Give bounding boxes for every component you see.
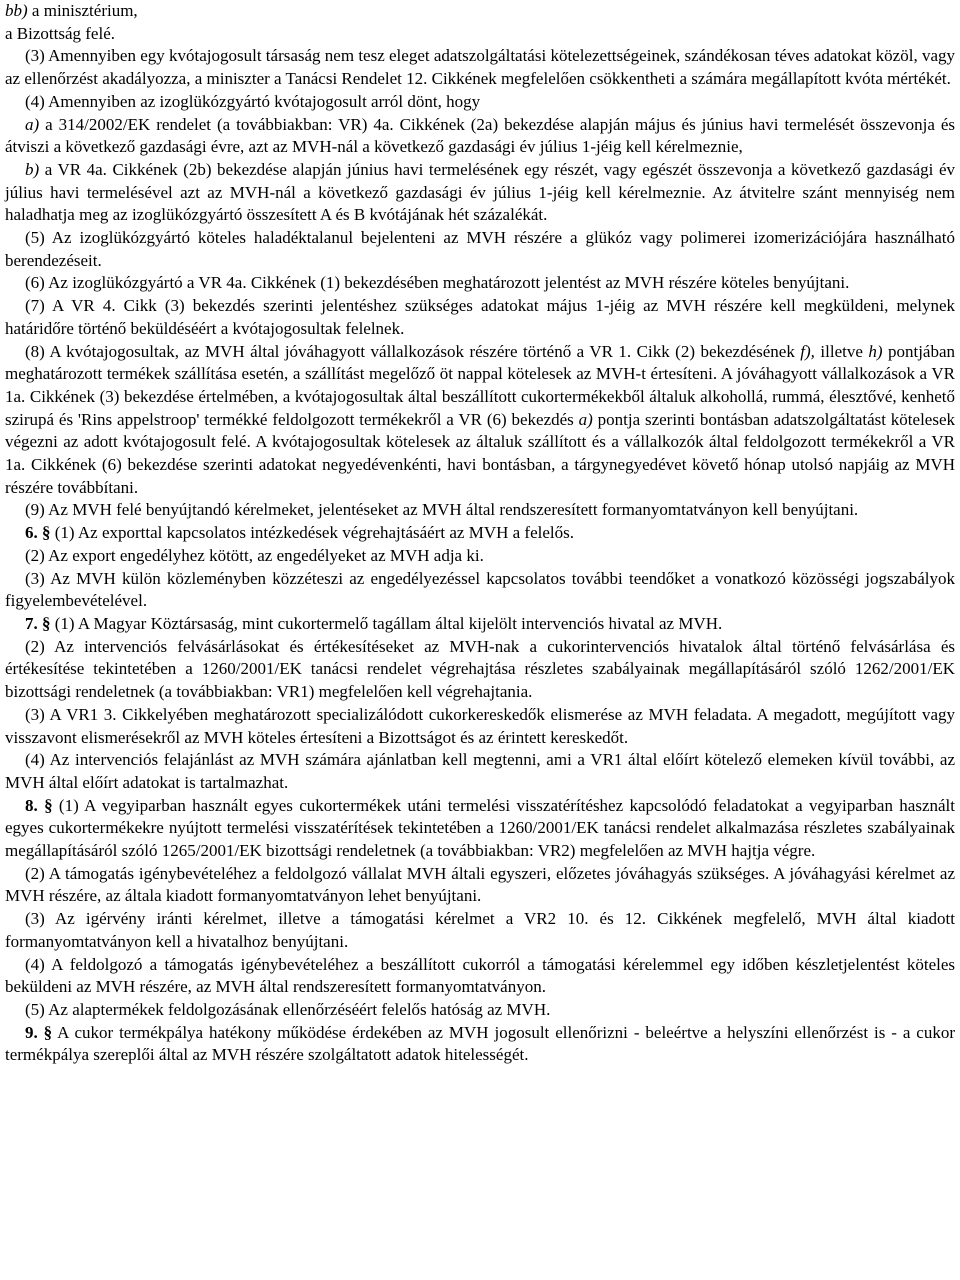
section-number: 7. § xyxy=(25,613,51,633)
paragraph-text: pontjában meghatározott termékek szállítása esetén, a szállítást megelőző öt nappal kötelesek az MVH-t értesíteni. A jóváhagyott vállalkozások a VR 1a. Cikkének (3) bekezdése értelmében, a kvótajogosultak által beszállított cukortermékekből általuk alkohollá, rummá, élesztővé, kenhető szirupá és 'Rins appelstroop' termékké feldolgozott termékekről a VR (6) bekezdés xyxy=(5,341,956,429)
paragraph-text: A cukor termékpálya hatékony működése érdekében az MVH jogosult ellenőrizni - beleértve a helyszíni ellenőrzést is - a cukor termékpálya szereplői által az MVH részére szolgáltatott adatok hitelességét. xyxy=(5,1022,955,1065)
paragraph-text: (2) Az intervenciós felvásárlásokat és értékesítéseket az MVH-nak a cukorintervenciós hivatalok által történő felvásárlása és értékesítése tekintetében a 1260/2001/EK tanácsi rendelet végrehajtása részletes szabályainak megállapításáról szóló 1262/2001/EK bizottsági rendeletnek (a továbbiakban: VR1) megfelelően kell végrehajtania. xyxy=(5,636,955,702)
paragraph xyxy=(5,227,955,272)
section-number: 8. § xyxy=(25,795,53,815)
paragraph-text: (9) Az MVH felé benyújtandó kérelmeket, jelentéseket az MVH által rendszeresített formanyomtatványon kell benyújtani. xyxy=(25,500,859,520)
paragraph-text: b) xyxy=(25,159,40,179)
paragraph-text: (5) Az izoglükózgyártó köteles haladéktalanul bejelenteni az MVH részére a glükóz vagy polimerei izomerizációjára használható berendezéseit. xyxy=(5,228,955,270)
paragraph xyxy=(5,704,955,749)
paragraph-text: (1) A Magyar Köztársaság, mint cukortermelő tagállam által kijelölt intervenciós hivatal az MVH. xyxy=(50,613,723,633)
paragraph xyxy=(5,954,955,999)
paragraph-text: (1) Az exporttal kapcsolatos intézkedések végrehajtásáért az MVH a felelős. xyxy=(50,523,574,543)
paragraph-text: a Bizottság felé. xyxy=(5,23,115,43)
paragraph xyxy=(5,23,955,46)
paragraph-text: (3) A VR1 3. Cikkelyében meghatározott specializálódott cukorkereskedők elismerése az MVH feladata. A megadott, megújított vagy visszavont elismerésekről az MVH köteles értesíteni a Bizottságot és az érintett kereskedőt. xyxy=(5,704,955,747)
paragraph xyxy=(5,636,955,704)
paragraph-text: (2) A támogatás igénybevételéhez a feldolgozó vállalat MVH általi egyszeri, előzetes jóváhagyás szükséges. A jóváhagyási kérelmet az MVH részére, az általa kiadott formanyomtatványon lehet benyújtani. xyxy=(5,863,955,906)
paragraph xyxy=(5,795,955,863)
paragraph-text: pontja szerinti bontásban adatszolgáltatást kötelesek végezni az adott kvótajogosult felé. A kvótajogosultak kötelesek az általuk szállított és a vállalkozók által feldolgozott termékekről a VR 1a. Cikkének (6) bekezdése szerinti adatokat negyedévenkénti, havi bontásban, a tárgynegyedévet követő hónap utolsó napjáig az MVH részére továbbítani. xyxy=(5,409,956,497)
paragraph xyxy=(5,908,955,953)
paragraph xyxy=(5,522,955,545)
paragraph xyxy=(5,341,955,500)
paragraph xyxy=(5,0,955,23)
paragraph-text: (7) A VR 4. Cikk (3) bekezdés szerinti jelentéshez szükséges adatokat május 1-jéig az MVH részére kell megküldeni, melynek határidőre történő beküldéséért a kvótajogosultak felelnek. xyxy=(5,296,955,338)
paragraph-text: f), xyxy=(800,341,815,361)
paragraph xyxy=(5,749,955,794)
paragraph-text: a 314/2002/EK rendelet (a továbbiakban: VR) 4a. Cikkének (2a) bekezdése alapján május és június havi termelését összevonja és átviszi a következő gazdasági évre, azt az MVH-nál a következő gazdasági év július 1-jéig kell kérelmeznie, xyxy=(5,114,955,157)
paragraph xyxy=(5,545,955,568)
paragraph-text: a minisztérium, xyxy=(27,1,138,20)
paragraph-text: h) xyxy=(868,341,883,361)
section-number: 6. § xyxy=(25,523,51,543)
paragraph xyxy=(5,159,955,227)
paragraph-text: (4) Amennyiben az izoglükózgyártó kvótajogosult arról dönt, hogy xyxy=(25,91,481,111)
paragraph-text: illetve xyxy=(814,341,869,361)
paragraph xyxy=(5,999,955,1022)
paragraph-text: (8) A kvótajogosultak, az MVH által jóváhagyott vállalkozások részére történő a VR 1. Cikk (2) bekezdésének xyxy=(25,341,801,361)
paragraph xyxy=(5,1022,955,1067)
paragraph xyxy=(5,499,955,522)
paragraph xyxy=(5,863,955,908)
paragraph xyxy=(5,91,955,114)
section-number: 9. § xyxy=(25,1022,53,1042)
paragraph-text: (2) Az export engedélyhez kötött, az engedélyeket az MVH adja ki. xyxy=(25,545,484,565)
paragraph xyxy=(5,613,955,636)
paragraph-text: a VR 4a. Cikkének (2b) bekezdése alapján június havi termelésének egy részét, vagy egészét összevonja a következő gazdasági év július havi termelésével azt az MVH-nál a következő gazdasági év július 1-jéig kell kérelmeznie. Az átvitelre szánt mennyiség nem haladhatja meg az izoglükózgyártó összesített A és B kvótájának hét százalékát. xyxy=(5,159,955,225)
paragraph-text: bb) xyxy=(5,1,28,20)
paragraph-text: a) xyxy=(578,409,593,429)
paragraph-text: a) xyxy=(25,114,40,134)
legal-document-text xyxy=(5,0,955,1067)
paragraph xyxy=(5,272,955,295)
paragraph-text: (3) Az MVH külön közleményben közzéteszi az engedélyezéssel kapcsolatos további teendőket a vonatkozó közösségi jogszabályok figyelembevételével. xyxy=(5,568,955,611)
paragraph-text: (5) Az alaptermékek feldolgozásának ellenőrzéséért felelős hatóság az MVH. xyxy=(25,999,551,1019)
paragraph xyxy=(5,114,955,159)
paragraph-text: (6) Az izoglükózgyártó a VR 4a. Cikkének (1) bekezdésében meghatározott jelentést az MVH részére köteles benyújtani. xyxy=(25,273,850,293)
paragraph-text: (4) A feldolgozó a támogatás igénybevételéhez a beszállított cukorról a támogatási kérelemmel egy időben készletjelentést köteles beküldeni az MVH részére, az MVH által rendszeresített formanyomtatványon. xyxy=(5,954,955,997)
paragraph-text: (4) Az intervenciós felajánlást az MVH számára ajánlatban kell megtenni, ami a VR1 által előírt kötelező elemeken kívül további, az MVH által előírt adatokat is tartalmazhat. xyxy=(5,750,955,792)
paragraph xyxy=(5,568,955,613)
paragraph-text: (3) Amennyiben egy kvótajogosult társaság nem tesz eleget adatszolgáltatási kötelezettségeinek, szándékosan téves adatokat közöl, vagy az ellenőrzést akadályozza, a miniszter a Tanácsi Rendelet 12. Cikkének megfelelően csökkentheti a számára megállapított kvóta mértékét. xyxy=(5,46,955,89)
paragraph-text: (1) A vegyiparban használt egyes cukortermékek utáni termelési visszatérítéshez kapcsolódó feladatokat a vegyiparban használt egyes cukortermékekre nyújtott termelési visszatérítések tekintetében a 1260/2001/EK tanácsi rendelet alkalmazása részletes szabályainak megállapításáról szóló 1265/2001/EK bizottsági rendeletnek (a továbbiakban: VR2) megfelelően az MVH hajtja végre. xyxy=(5,795,956,861)
paragraph-text: (3) Az igérvény iránti kérelmet, illetve a támogatási kérelmet a VR2 10. és 12. Cikkének megfelelő, MVH által kiadott formanyomtatványon kell a hivatalhoz benyújtani. xyxy=(5,909,955,951)
paragraph xyxy=(5,295,955,340)
paragraph xyxy=(5,45,955,90)
